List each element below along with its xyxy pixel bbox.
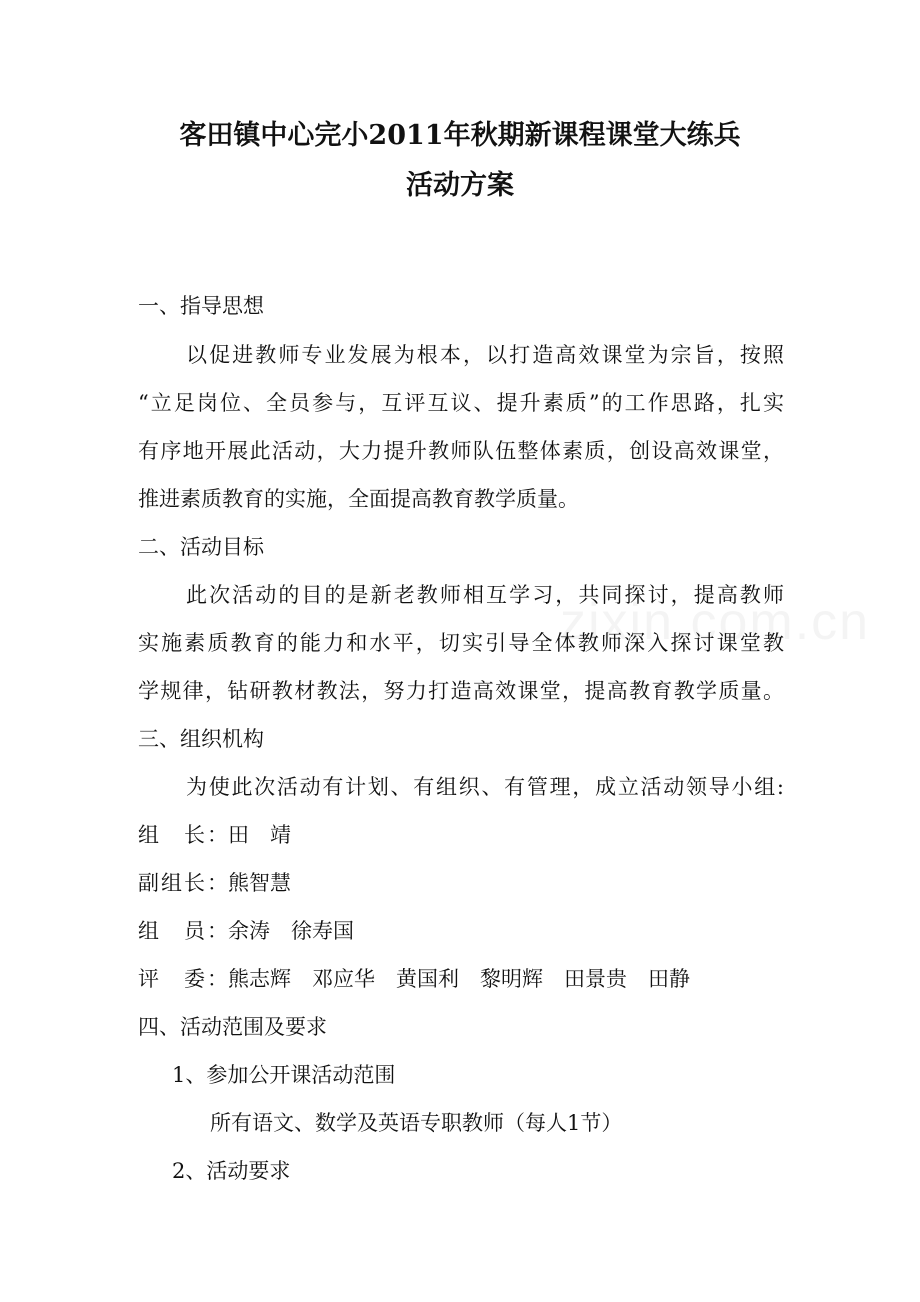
section-heading-guiding-thought: 一、指导思想: [138, 294, 264, 318]
paragraph-line: 以促进教师专业发展为根本，以打造高效课堂为宗旨，按照: [186, 343, 784, 367]
paragraph-line: 学规律，钻研教材教法，努力打造高效课堂，提高教育教学质量。: [138, 679, 784, 703]
paragraph-line: “立足岗位、全员参与，互评互议、提升素质”的工作思路，扎实: [138, 391, 784, 415]
member-row-members: [138, 916, 354, 946]
member-names: 余涛 徐寿国: [228, 919, 354, 943]
member-row-deputy: [138, 868, 291, 898]
section-heading-goals: 二、活动目标: [138, 535, 264, 559]
paragraph-line: 推进素质教育的实施，全面提高教育教学质量。: [138, 487, 579, 511]
list-item-requirements: 2、活动要求: [172, 1159, 291, 1183]
member-row-judges: [138, 964, 690, 994]
member-row-leader: [138, 820, 291, 850]
organization-intro: 为使此次活动有计划、有组织、有管理，成立活动领导小组:: [186, 775, 784, 799]
list-item-scope: 1、参加公开课活动范围: [172, 1063, 396, 1087]
member-role: 组 员：: [138, 919, 228, 943]
section-heading-scope: 四、活动范围及要求: [138, 1015, 327, 1039]
paragraph-line: 此次活动的目的是新老教师相互学习，共同探讨，提高教师: [186, 583, 784, 607]
section-heading-organization: 三、组织机构: [138, 727, 264, 751]
member-names: 田 靖: [228, 823, 291, 847]
member-role: 评 委：: [138, 967, 228, 991]
member-names: 熊志辉 邓应华 黄国利 黎明辉 田景贵 田静: [228, 967, 690, 991]
document-title: 客田镇中心完小2011年秋期新课程课堂大练兵: [179, 120, 741, 151]
document-subtitle: 活动方案: [406, 170, 514, 201]
member-role: 副组长：: [138, 871, 228, 895]
paragraph-line: 实施素质教育的能力和水平，切实引导全体教师深入探讨课堂教: [138, 631, 784, 655]
paragraph-line: 有序地开展此活动，大力提升教师队伍整体素质，创设高效课堂，: [138, 439, 784, 463]
scope-description: 所有语文、数学及英语专职教师（每人1节）: [210, 1111, 623, 1135]
member-names: 熊智慧: [228, 871, 291, 895]
member-role: 组 长：: [138, 823, 228, 847]
